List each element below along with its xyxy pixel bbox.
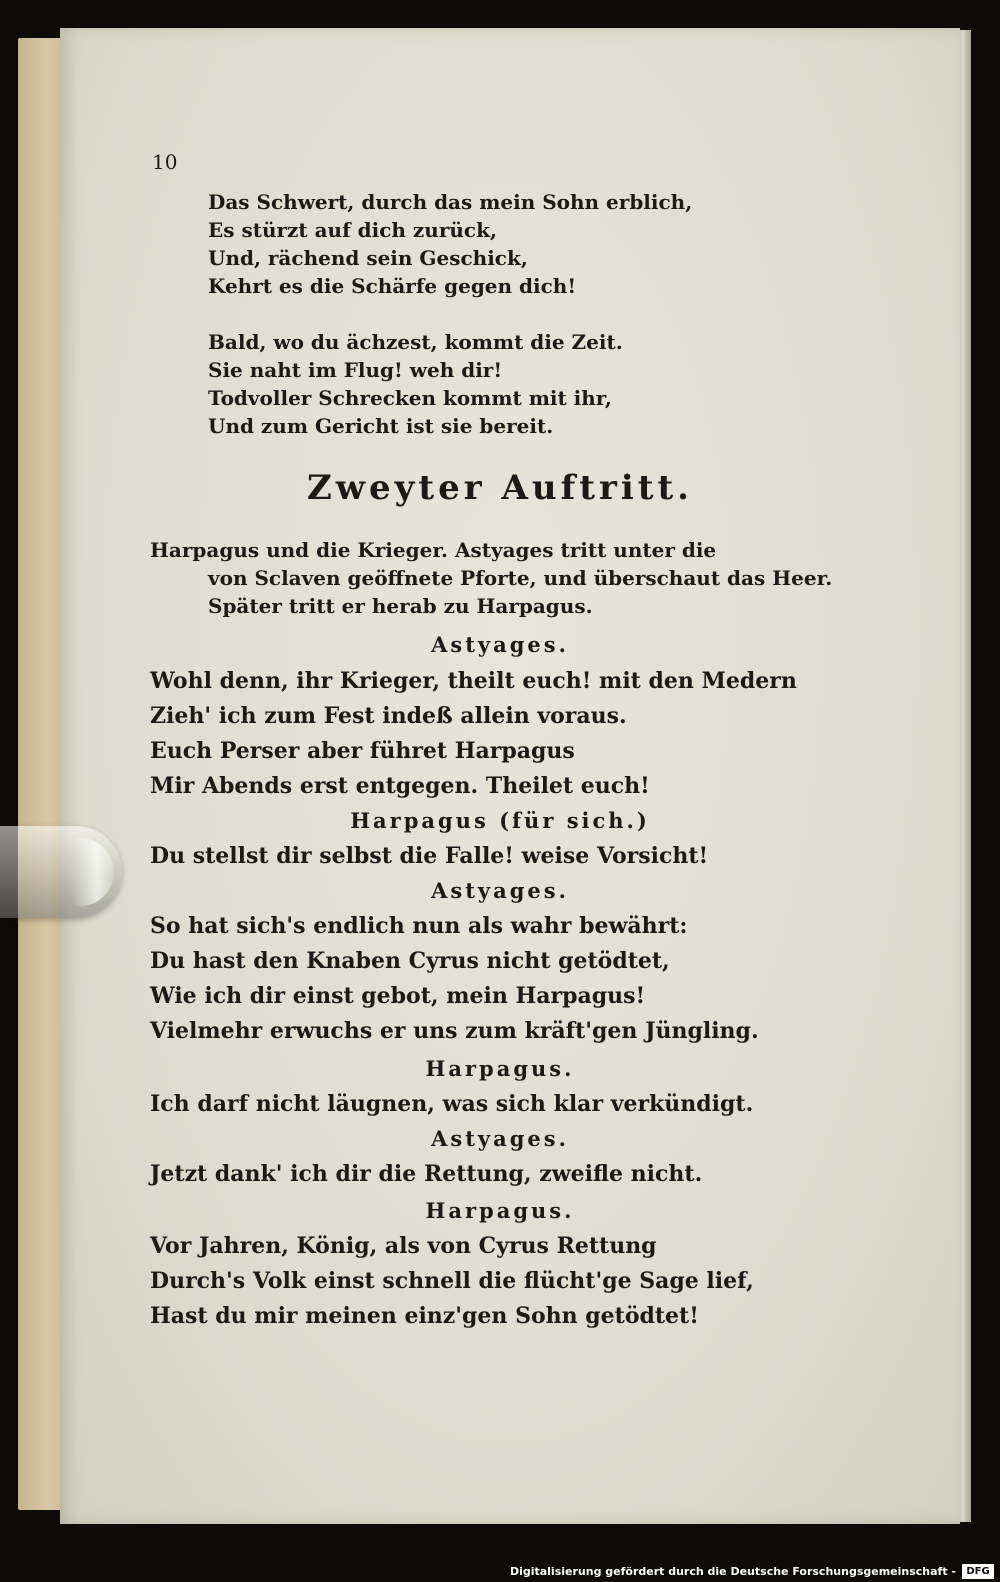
dialogue-line: Ich darf nicht läugnen, was sich klar verkündigt.: [150, 1091, 754, 1117]
verse-line: Das Schwert, durch das mein Sohn erblich,: [208, 190, 693, 214]
page-number: 10: [152, 150, 178, 174]
dialogue-line: Wie ich dir einst gebot, mein Harpagus!: [150, 983, 646, 1009]
dialogue-line: Hast du mir meinen einz'gen Sohn getödtet!: [150, 1303, 699, 1329]
dialogue-line: Euch Perser aber führet Harpagus: [150, 738, 575, 764]
speaker-name: Astyages.: [431, 1126, 569, 1151]
verse-line: Sie naht im Flug! weh dir!: [208, 358, 503, 382]
digitization-credit: Digitalisierung gefördert durch die Deutsche Forschungsgemeinschaft -: [509, 1565, 956, 1578]
verse-line: Es stürzt auf dich zurück,: [208, 218, 497, 242]
scene-heading: Zweyter Auftritt.: [306, 468, 694, 508]
back-page-edge: [18, 38, 66, 1510]
verse-line: Kehrt es die Schärfe gegen dich!: [208, 274, 577, 298]
verse-line: Und, rächend sein Geschick,: [208, 246, 528, 270]
stage-direction-line: Später tritt er herab zu Harpagus.: [208, 594, 593, 618]
dialogue-line: Vor Jahren, König, als von Cyrus Rettung: [150, 1233, 657, 1259]
speaker-name: Harpagus (für sich.): [350, 808, 650, 833]
dialogue-line: Vielmehr erwuchs er uns zum kräft'gen Jüngling.: [150, 1018, 759, 1044]
stage-direction-line: von Sclaven geöffnete Pforte, und überschaut das Heer.: [208, 566, 833, 590]
verse-line: Todvoller Schrecken kommt mit ihr,: [208, 386, 612, 410]
verse-line: Bald, wo du ächzest, kommt die Zeit.: [208, 330, 623, 354]
speaker-name: Astyages.: [431, 632, 569, 657]
dialogue-line: Wohl denn, ihr Krieger, theilt euch! mit den Medern: [150, 668, 797, 694]
dialogue-line: Du stellst dir selbst die Falle! weise Vorsicht!: [150, 843, 709, 869]
dialogue-line: Jetzt dank' ich dir die Rettung, zweifle nicht.: [150, 1161, 703, 1187]
dialogue-line: Zieh' ich zum Fest indeß allein voraus.: [150, 703, 627, 729]
speaker-name: Harpagus.: [425, 1198, 575, 1223]
dialogue-line: So hat sich's endlich nun als wahr bewährt:: [150, 913, 688, 939]
speaker-name: Harpagus.: [425, 1056, 575, 1081]
dfg-logo: DFG: [962, 1564, 994, 1579]
dialogue-line: Mir Abends erst entgegen. Theilet euch!: [150, 773, 650, 799]
dialogue-line: Durch's Volk einst schnell die flücht'ge Sage lief,: [150, 1268, 754, 1294]
stage-direction-line: Harpagus und die Krieger. Astyages tritt unter die: [150, 538, 717, 562]
speaker-name: Astyages.: [431, 878, 569, 903]
verse-line: Und zum Gericht ist sie bereit.: [208, 414, 554, 438]
dialogue-line: Du hast den Knaben Cyrus nicht getödtet,: [150, 948, 670, 974]
